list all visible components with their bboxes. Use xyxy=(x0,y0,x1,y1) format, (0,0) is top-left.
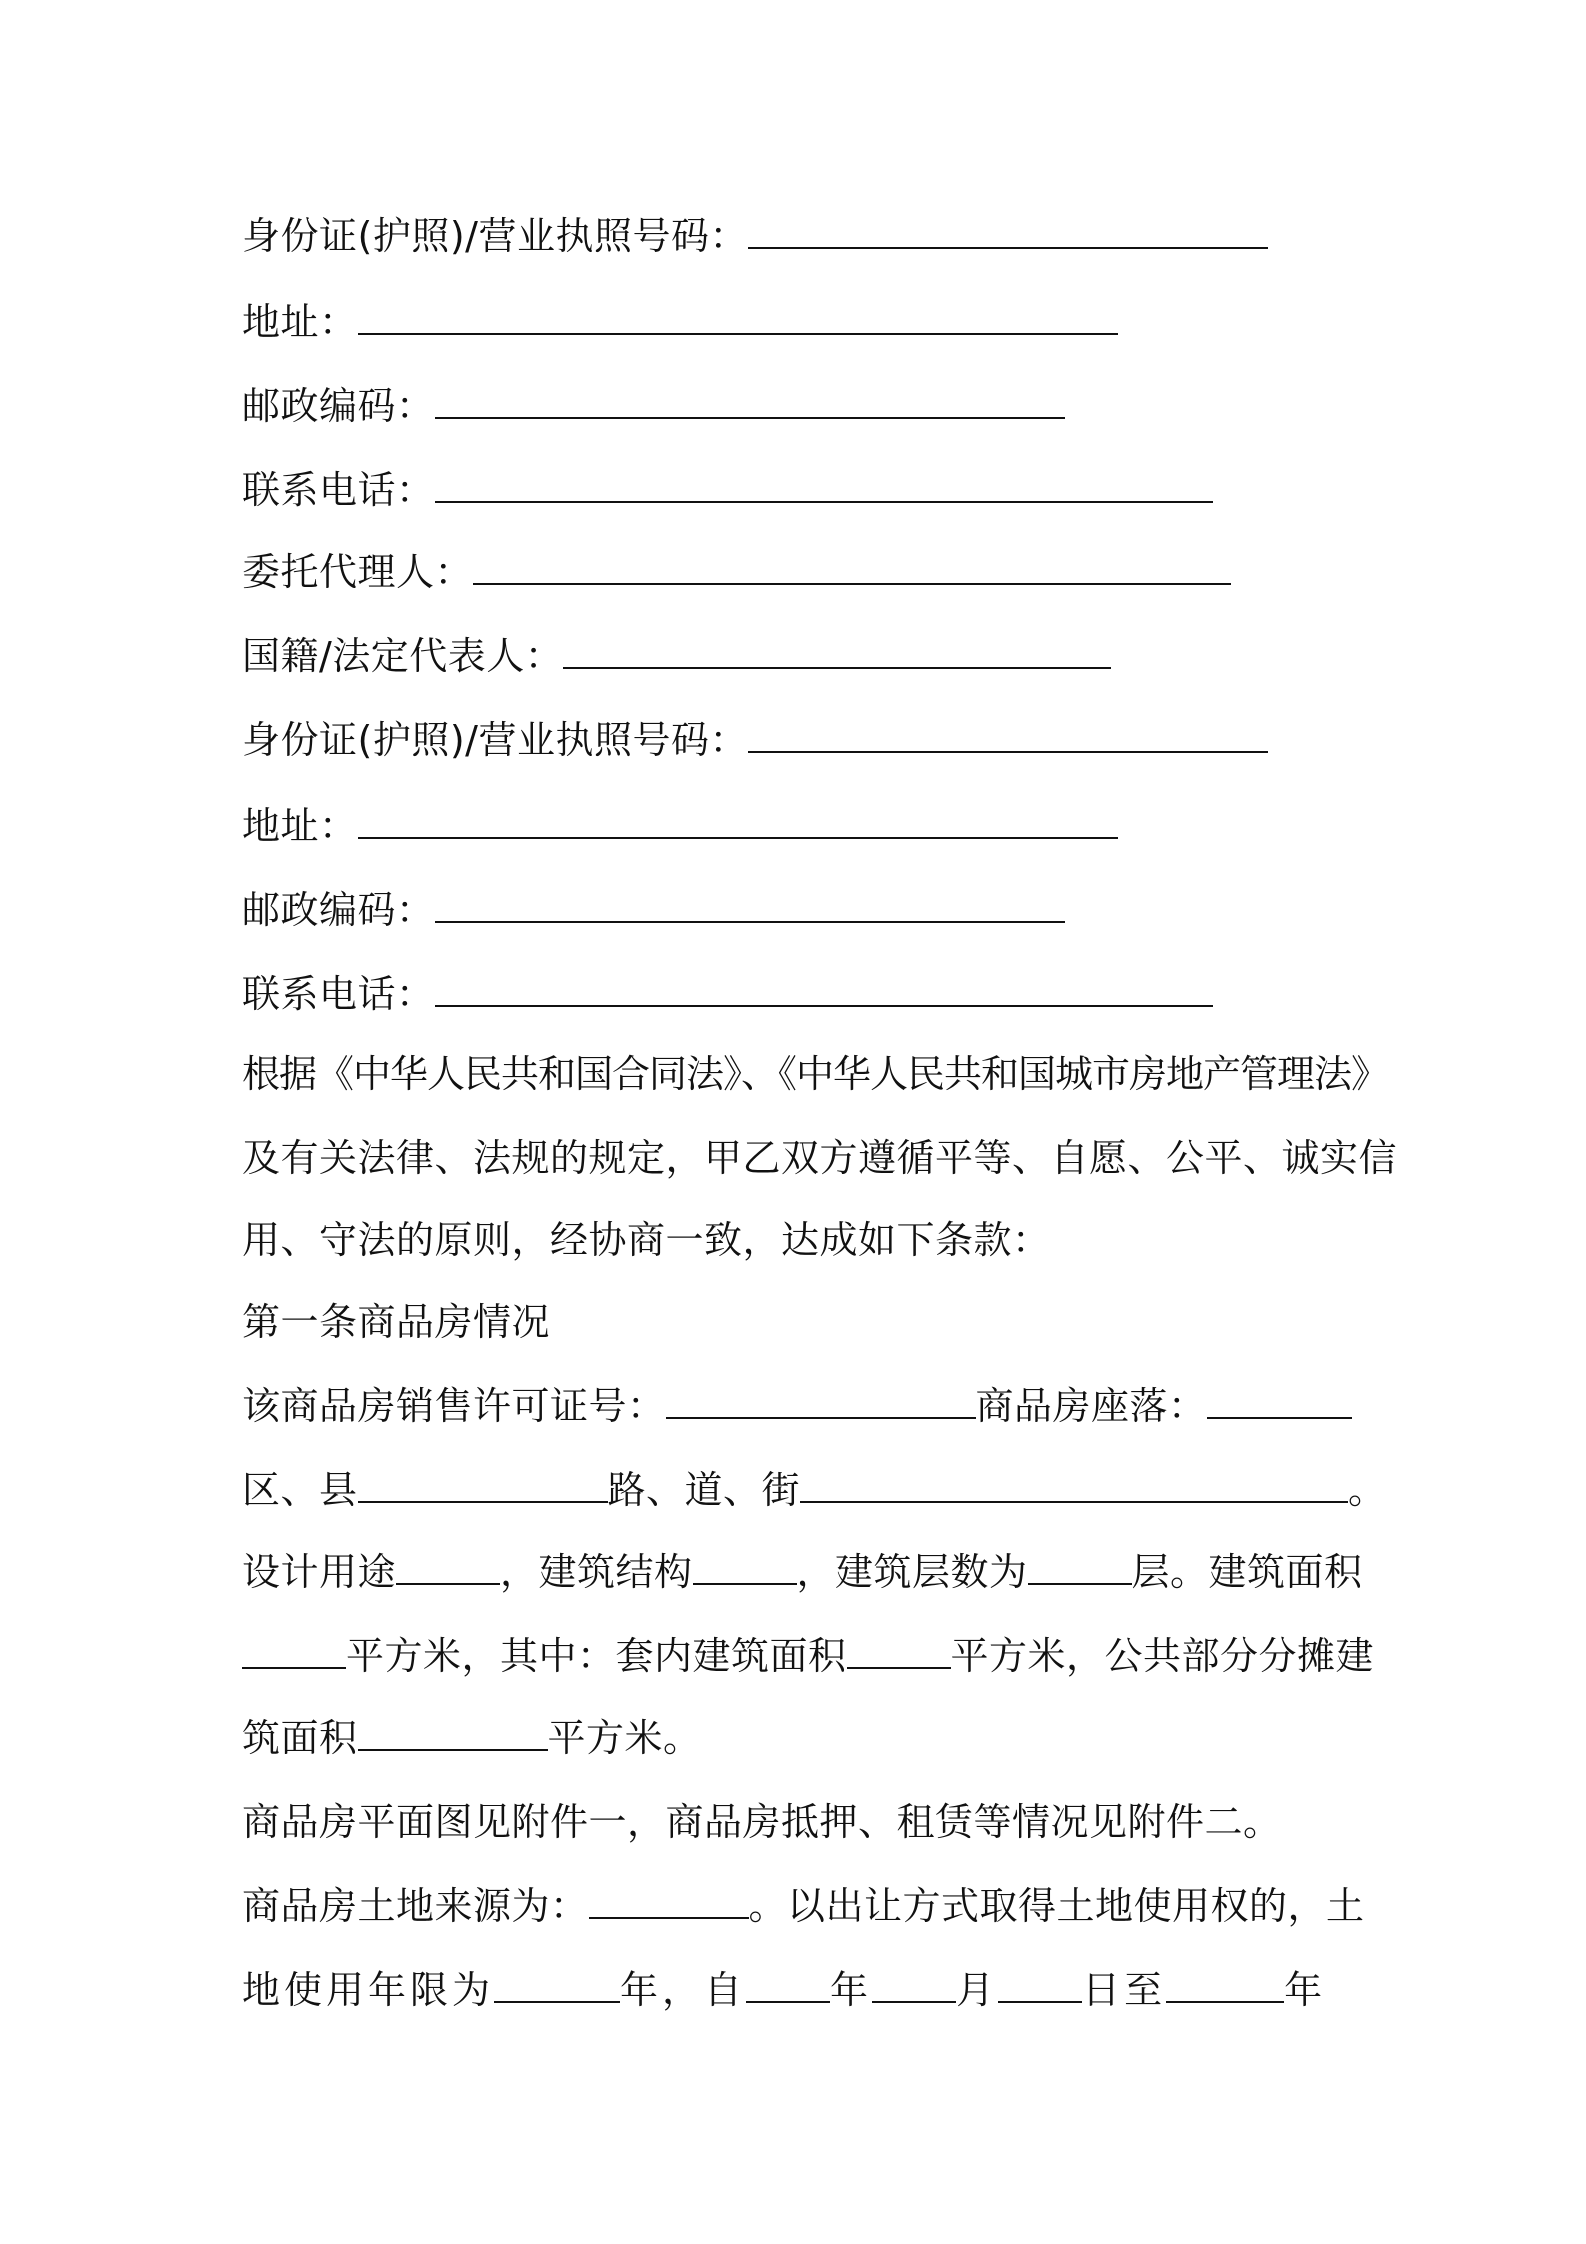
shared-area-label: 筑面积 xyxy=(242,1716,358,1760)
agent-line xyxy=(242,546,1362,598)
structure-blank xyxy=(693,1553,797,1585)
district-blank xyxy=(358,1471,608,1503)
shared-area-blank xyxy=(358,1719,548,1751)
start-day-blank xyxy=(998,1971,1082,2003)
preamble-text-2: 及有关法律、法规的规定，甲乙双方遵循平等、自愿、公平、诚实信 xyxy=(242,1136,1398,1180)
id-number-label: 身份证(护照)/营业执照号码： xyxy=(242,718,748,762)
preamble-line-3: 用、守法的原则，经协商一致，达成如下条款： xyxy=(242,1218,1051,1262)
shared-area-line xyxy=(242,1712,1362,1764)
id-number-line-1 xyxy=(242,210,1362,262)
sqm-other-text: 平方米，其中：套内建筑面积 xyxy=(346,1634,847,1678)
id-number-blank xyxy=(748,721,1268,753)
land-term-label: 地使用年限为 xyxy=(242,1968,495,2012)
address-label: 地址： xyxy=(242,804,358,848)
phone-line-2 xyxy=(242,968,1362,1020)
year-text: 年 xyxy=(620,1968,663,2012)
from-text: ，自 xyxy=(662,1968,747,2012)
period-text: 。 xyxy=(1348,1468,1387,1512)
sqm-public-text: 平方米，公共部分分摊建 xyxy=(950,1634,1375,1678)
id-number-label: 身份证(护照)/营业执照号码： xyxy=(242,214,748,258)
address-blank xyxy=(358,303,1118,335)
address-line-2 xyxy=(242,800,1362,852)
start-month-blank xyxy=(872,1971,956,2003)
address-blank xyxy=(358,807,1118,839)
structure-label: ，建筑结构 xyxy=(500,1550,693,1594)
year-end-text: 年 xyxy=(1284,1968,1327,2012)
land-rest-text: 。以出让方式取得土地使用权的，土 xyxy=(748,1884,1365,1928)
preamble-line-2 xyxy=(242,1132,1398,1184)
phone-line-1 xyxy=(242,464,1362,516)
agent-blank xyxy=(473,553,1231,585)
nationality-blank xyxy=(563,637,1111,669)
agent-label: 委托代理人： xyxy=(242,550,474,594)
district-text: 区、县 xyxy=(242,1468,358,1512)
end-year-blank xyxy=(1166,1971,1284,2003)
postal-code-label: 邮政编码： xyxy=(242,888,435,932)
floors-blank xyxy=(1028,1553,1132,1585)
year-text-2: 年 xyxy=(830,1968,873,2012)
land-source-label: 商品房土地来源为： xyxy=(242,1884,589,1928)
design-line xyxy=(242,1546,1362,1598)
id-number-line-2 xyxy=(242,714,1362,766)
nationality-line xyxy=(242,630,1362,682)
floors-label: ，建筑层数为 xyxy=(796,1550,1028,1594)
id-number-blank xyxy=(748,217,1268,249)
road-text: 路、道、街 xyxy=(607,1468,801,1512)
design-use-blank xyxy=(396,1553,500,1585)
land-term-line xyxy=(242,1964,1362,2016)
floors-unit: 层。建筑面积 xyxy=(1131,1550,1363,1594)
sqm-end-text: 平方米。 xyxy=(547,1716,702,1760)
permit-line xyxy=(242,1380,1362,1432)
phone-label: 联系电话： xyxy=(242,468,435,512)
road-blank xyxy=(800,1471,1348,1503)
phone-blank xyxy=(435,471,1213,503)
start-year-blank xyxy=(746,1971,830,2003)
area-blank xyxy=(242,1637,346,1669)
address-label: 地址： xyxy=(242,300,358,344)
address-line-1 xyxy=(242,296,1362,348)
day-text: 日至 xyxy=(1082,1968,1167,2012)
month-text: 月 xyxy=(956,1968,999,2012)
location-blank xyxy=(1207,1387,1352,1419)
phone-blank xyxy=(435,975,1213,1007)
postal-code-label: 邮政编码： xyxy=(242,384,435,428)
land-source-line xyxy=(242,1880,1365,1932)
postal-code-line-2 xyxy=(242,884,1362,936)
postal-code-line-1 xyxy=(242,380,1362,432)
postal-code-blank xyxy=(435,387,1065,419)
location-label: 商品房座落： xyxy=(975,1384,1207,1428)
permit-blank xyxy=(666,1387,976,1419)
design-use-label: 设计用途 xyxy=(242,1550,397,1594)
phone-label: 联系电话： xyxy=(242,972,435,1016)
nationality-label: 国籍/法定代表人： xyxy=(242,634,564,678)
land-source-blank xyxy=(589,1887,749,1919)
term-years-blank xyxy=(494,1971,620,2003)
article-heading: 第一条商品房情况 xyxy=(242,1300,551,1344)
inner-area-blank xyxy=(847,1637,951,1669)
permit-label: 该商品房销售许可证号： xyxy=(242,1384,666,1428)
postal-code-blank xyxy=(435,891,1065,923)
area-line xyxy=(242,1630,1375,1682)
attachments-line: 商品房平面图见附件一，商品房抵押、租赁等情况见附件二。 xyxy=(242,1800,1282,1844)
preamble-line-1: 根据《中华人民共和国合同法》、《中华人民共和国城市房地产管理法》 xyxy=(242,1052,1389,1096)
location-line xyxy=(242,1464,1387,1516)
